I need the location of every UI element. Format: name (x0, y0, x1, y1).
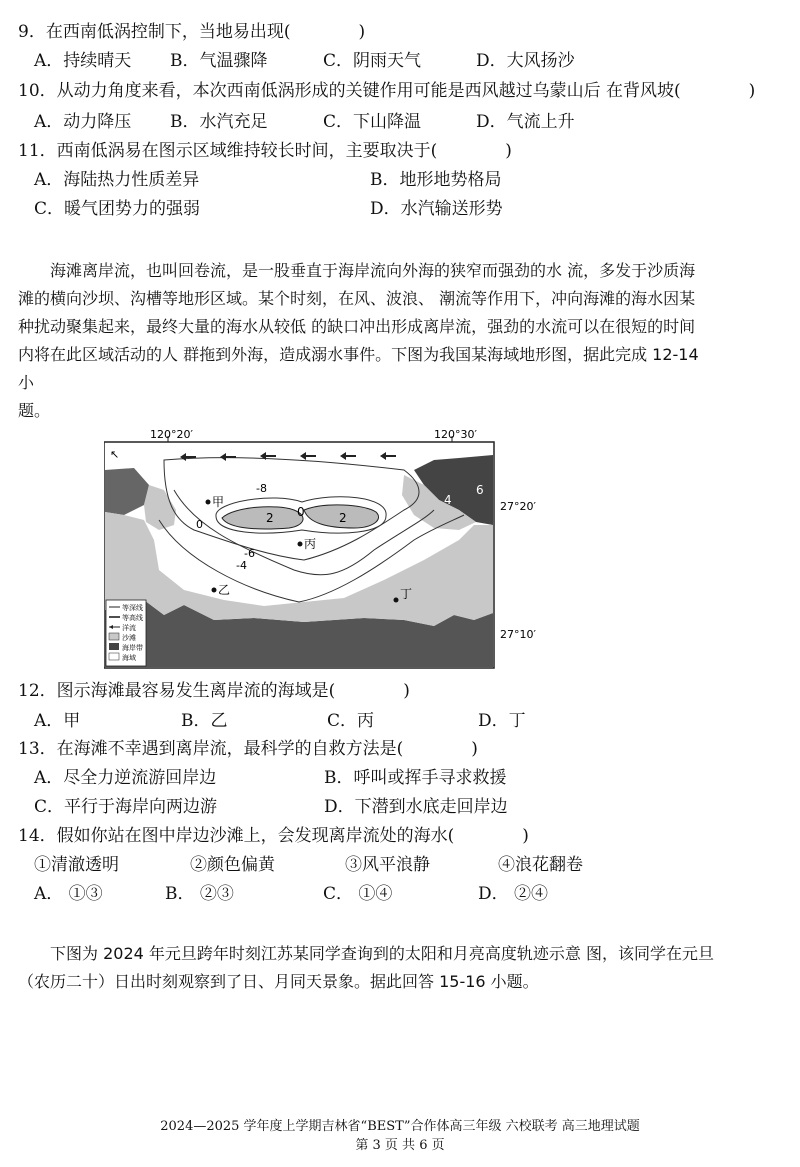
label-minus-6: -6 (244, 547, 255, 560)
passage2-line1: 下图为 2024 年元旦跨年时刻江苏某同学查询到的太阳和月亮高度轨迹示意 图，该同学在元旦 (50, 944, 714, 963)
footer-page-number: 第 3 页 共 6 页 (355, 1138, 445, 1153)
q14-option-b: B． ②③ (165, 884, 234, 904)
label-2-east: 2 (339, 511, 347, 525)
passage2-line2: （农历二十）日出时刻观察到了日、月同天景象。据此回答 15-16 小题。 (18, 972, 539, 991)
q12-option-c: C．丙 (327, 711, 375, 731)
q9-option-c: C．阴雨天气 (323, 51, 422, 71)
q10-option-c: C．下山降温 (323, 112, 422, 132)
q14-option-d: D． ②④ (478, 884, 549, 904)
passage-sun-moon (18, 940, 780, 996)
q11-option-d: D．水汽输送形势 (370, 199, 503, 219)
legend-sea: 海域 (122, 654, 136, 662)
passage1-line3: 种扰动聚集起来，最终大量的海水从较低 的缺口冲出形成离岸流，强劲的水流可以在很短的时间 (18, 317, 696, 336)
label-0-west: 0 (196, 518, 203, 531)
lat-label-top: 27°20′ (500, 500, 536, 513)
lon-label-left: 120°20′ (150, 430, 193, 441)
q10-stem: 10．从动力角度来看，本次西南低涡形成的关键作用可能是西风越过乌蒙山后 在背风坡( ) (18, 81, 756, 101)
passage1-line4: 内将在此区域活动的人 群拖到外海，造成溺水事件。下图为我国某海域地形图，据此完成 12-14 (18, 345, 699, 364)
q13-option-b: B．呼叫或挥手寻求救援 (324, 768, 507, 788)
q14-statement-3: ③风平浪静 (345, 855, 430, 875)
footer-exam-title: 2024—2025 学年度上学期吉林省“BEST”合作体高三年级 六校联考 高三地理试题 (160, 1119, 640, 1134)
passage1-line2: 滩的横向沙坝、沟槽等地形区域。某个时刻，在风、波浪、 潮流等作用下，冲向海滩的海水因某 (18, 289, 696, 308)
passage1-line1: 海滩离岸流，也叫回卷流，是一股垂直于海岸流向外海的狭窄而强劲的水 流，多发于沙质海 (50, 261, 696, 280)
q12-option-b: B．乙 (181, 711, 228, 731)
point-bing-marker (298, 542, 303, 547)
legend-height: 等高线 (122, 614, 143, 622)
q14-statement-1: ①清澈透明 (34, 855, 119, 875)
label-0-center: 0 (297, 505, 305, 519)
passage-rip-current (18, 257, 780, 425)
q13-option-c: C．平行于海岸向两边游 (34, 797, 218, 817)
point-yi-marker (212, 588, 217, 593)
q10-option-a: A．动力降压 (34, 112, 132, 132)
label-minus-8: -8 (256, 482, 267, 495)
coastal-topographic-map (104, 430, 564, 678)
point-ding-marker (394, 598, 399, 603)
q10-option-d: D．气流上升 (476, 112, 575, 132)
q9-stem: 9．在西南低涡控制下，当地易出现( ) (18, 22, 366, 42)
q13-option-d: D．下潜到水底走回岸边 (324, 797, 508, 817)
legend-sand-swatch (109, 633, 119, 640)
point-ding-label: 丁 (400, 587, 413, 601)
label-minus-4: -4 (236, 559, 247, 572)
q10-option-b: B．水汽充足 (170, 112, 268, 132)
q14-statement-4: ④浪花翻卷 (498, 855, 583, 875)
label-2-west: 2 (266, 511, 274, 525)
point-bing-label: 丙 (304, 537, 317, 551)
point-jia-marker (206, 500, 211, 505)
legend-sand: 沙滩 (122, 634, 136, 642)
passage1-line5: 小 (18, 373, 35, 392)
q11-stem: 11．西南低涡易在图示区域维持较长时间，主要取决于( ) (18, 141, 512, 161)
q12-option-d: D．丁 (478, 711, 526, 731)
q9-option-b: B．气温骤降 (170, 51, 268, 71)
legend-depth: 等深线 (122, 604, 143, 612)
q11-option-a: A．海陆热力性质差异 (34, 170, 200, 190)
legend-coast-swatch (109, 643, 119, 650)
label-4: 4 (444, 493, 452, 507)
q14-option-c: C． ①④ (323, 884, 393, 904)
point-yi-label: 乙 (218, 583, 231, 597)
legend-sea-swatch (109, 653, 119, 660)
q14-option-a: A． ①③ (34, 884, 103, 904)
lat-label-bottom: 27°10′ (500, 628, 536, 641)
label-6: 6 (476, 483, 484, 497)
q12-stem: 12．图示海滩最容易发生离岸流的海域是( ) (18, 681, 410, 701)
q13-stem: 13．在海滩不幸遇到离岸流，最科学的自救方法是( ) (18, 739, 478, 759)
q13-option-a: A．尽全力逆流游回岸边 (34, 768, 217, 788)
q14-statement-2: ②颜色偏黄 (190, 855, 275, 875)
q12-option-a: A．甲 (34, 711, 81, 731)
north-arrow-icon: ↖ (110, 448, 120, 461)
q9-option-a: A．持续晴天 (34, 51, 132, 71)
q11-option-c: C．暖气团势力的强弱 (34, 199, 201, 219)
lon-label-right: 120°30′ (434, 430, 477, 441)
map-legend (106, 600, 146, 666)
passage1-line6: 题。 (18, 401, 51, 420)
q11-option-b: B．地形地势格局 (370, 170, 502, 190)
legend-current: 洋流 (122, 624, 136, 632)
point-jia-label: 甲 (212, 495, 225, 509)
legend-coast: 海岸带 (122, 644, 143, 652)
q9-option-d: D．大风扬沙 (476, 51, 575, 71)
q14-stem: 14．假如你站在图中岸边沙滩上，会发现离岸流处的海水( ) (18, 826, 529, 846)
